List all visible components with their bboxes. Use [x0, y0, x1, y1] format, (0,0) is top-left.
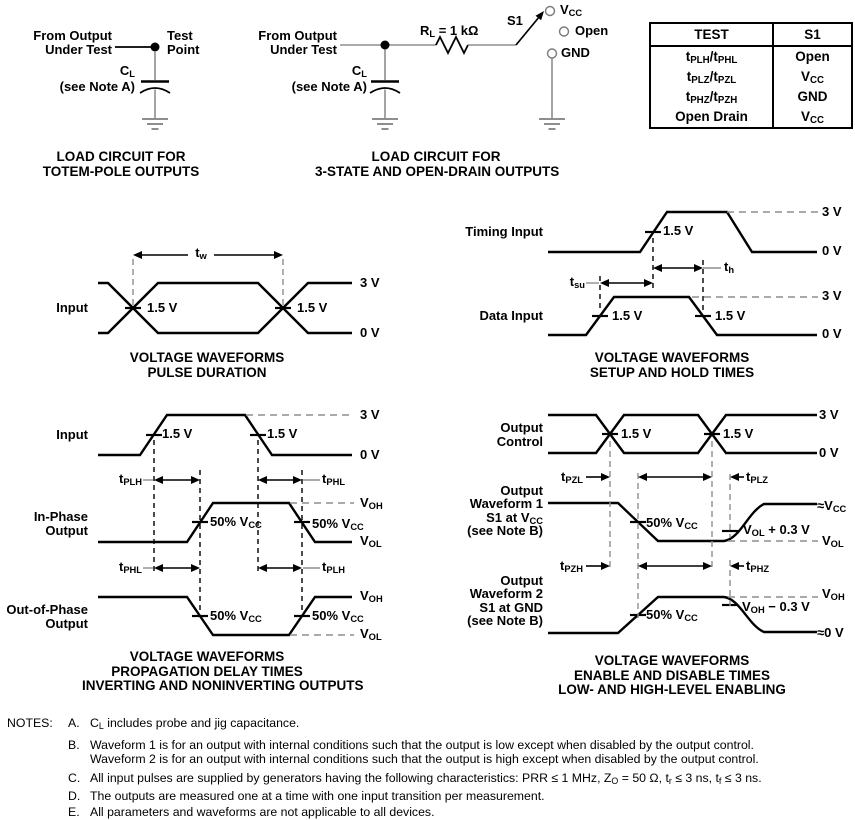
- th-label: $t_h$: [724, 259, 735, 276]
- prop-input-threshold-left: 1.5 V: [162, 426, 193, 441]
- output-control-label: Output Control: [496, 420, 543, 449]
- datasheet-figure-page: From Output Under Test Test Point $C_L$ (see Note A) LOAD CIRCUIT FOR TOTEM-POLE OUTPUTS From Output Under Test $R_L = 1$ kΩ S1 $V_{CC}$ Open GND $C_L$ (see Note A) LOAD CIRCUIT FOR 3-STATE AND OPEN-DRAIN OUTPUTS TEST S1 $t_{PLH}/t_{PHL}$ $t_{PLZ}/t_{PZL}$ $t_{PHZ}/t_{PZH}$ Open Drain Open $V_{CC}$ GND $V_{CC}$ Input $t_w$ 1.5 V 1.5 V 3 V 0 V VOLTAGE WAVEFORMS PULSE DURATION Timing Input Data Input $t_{su}$ $t_h$ 1.5 V 1.5 V 1.5 V 3 V 0 V 3 V 0 V VOLTAGE WAVEFORMS SETUP AND HOLD TIMES Input In-Phase Output Out-of-Phase Output $t_{PLH}$ $t_{PHL}$ $t_{PHL}$ $t_{PLH}$ 1.5 V 1.5 V 50% $V_{CC}$ 50% $V_{CC}$ 50% $V_{CC}$ 50% $V_{CC}$ 3 V 0 V $V_{OH}$ $V_{OL}$ $V_{OH}$ $V_{OL}$ VOLTAGE WAVEFORMS PROPAGATION DELAY TIMES INVERTING AND NONINVERTING OUTPUTS Output Control Output Waveform 1 S1 at $V_{CC}$ (see Note B) Output Waveform 2 S1 at GND (see Note B) $t_{PZL}$ $t_{PLZ}$ $t_{PZH}$ $t_{PHZ}$ 1.5 V 1.5 V 3 V 0 V 50% $V_{CC}$ $V_{OL} + 0.3$ V $\approx V_{CC}$ $V_{OL}$ 50% $V_{CC}$ $V_{OH} - 0.3$ V $V_{OH}$ ≈0 V VOLTAGE WAVEFORMS ENABLE AND DISABLE TIMES LOW- AND HIGH-LEVEL ENABLING NOTES: A. $C_L$ includes probe and jig capacitance. B. Waveform 1 is for an output with internal conditions such that the output is low except when disabled by the output control. Waveform 2 is for an output with internal conditions such that the output is high except when disabled by the output control. C. All input pulses are supplied by generators having the following characteristics: PRR ≤ 1 MHz, $Z_O = 50$ Ω, $t_r \le 3$ ns, $t_f \le 3$ ns. D. The outputs are measured one at a time with one input transition per measurement. E. All parameters and waveforms are not applicable to all devices.: [0, 0, 855, 819]
- resistor-value-label: $R_L = 1$ kΩ: [420, 23, 479, 40]
- pulse-input-label: Input: [56, 300, 88, 315]
- tpzl-label: $t_{PZL}$: [561, 469, 583, 486]
- pulse-threshold-right: 1.5 V: [297, 300, 328, 315]
- prop-level-high: 3 V: [360, 407, 380, 422]
- th-dimension: [653, 264, 721, 272]
- wave1-vol-level-label: $V_{OL}$: [822, 533, 844, 550]
- prop-input-threshold-right: 1.5 V: [267, 426, 298, 441]
- in-phase-output-label: In-Phase Output: [33, 509, 88, 538]
- ground-symbol: [539, 119, 565, 129]
- table-row-s1: $V_{CC}$: [800, 69, 825, 87]
- timing-level-high: 3 V: [822, 204, 842, 219]
- table-header-s1: S1: [804, 27, 821, 42]
- out-phase-threshold-right: 50% $V_{CC}$: [312, 608, 364, 625]
- out-phase-vol-label: $V_{OL}$: [360, 626, 382, 643]
- three-state-cl-label: $C_L$: [351, 63, 367, 80]
- enable-disable-caption: VOLTAGE WAVEFORMS ENABLE AND DISABLE TIMES LOW- AND HIGH-LEVEL ENABLING: [558, 653, 786, 697]
- three-state-caption: LOAD CIRCUIT FOR 3-STATE AND OPEN-DRAIN OUTPUTS: [315, 149, 560, 179]
- switch-pos-gnd-label: GND: [561, 45, 590, 60]
- in-phase-vol-label: $V_{OL}$: [360, 533, 382, 550]
- pulse-level-high: 3 V: [360, 275, 380, 290]
- totem-cl-label: $C_L$: [119, 63, 135, 80]
- tphz-label: $t_{PHZ}$: [746, 558, 770, 575]
- tphl-label: $t_{PHL}$: [118, 559, 142, 576]
- table-row-s1: Open: [795, 49, 830, 64]
- timing-threshold-label: 1.5 V: [663, 223, 694, 238]
- three-state-cl-note: (see Note A): [291, 79, 367, 94]
- tsu-dimension: [586, 279, 653, 287]
- prop-input-label: Input: [56, 427, 88, 442]
- test-point-node: [151, 43, 160, 52]
- wave2-voh-point-label: $V_{OH} - 0.3$ V: [742, 599, 810, 616]
- tplh-tphl-dimension-row1: [143, 476, 320, 484]
- tplz-label: $t_{PLZ}$: [746, 469, 768, 486]
- totem-caption: LOAD CIRCUIT FOR TOTEM-POLE OUTPUTS: [42, 149, 200, 179]
- ground-symbol: [142, 119, 168, 129]
- in-phase-threshold-left: 50% $V_{CC}$: [210, 514, 262, 531]
- wave1-vol-point-label: $V_{OL} + 0.3$ V: [743, 522, 810, 539]
- tplh-label: $t_{PLH}$: [322, 559, 346, 576]
- data-input-waveform: [548, 297, 817, 335]
- tw-label: $t_w$: [195, 245, 207, 262]
- tphl-label: $t_{PHL}$: [322, 471, 346, 488]
- out-of-phase-output-label: Out-of-Phase Output: [6, 602, 88, 631]
- tphl-tplh-dimension-row2: [143, 564, 320, 572]
- control-level-high: 3 V: [819, 407, 839, 422]
- timing-input-label: Timing Input: [465, 224, 543, 239]
- tpzh-label: $t_{PZH}$: [559, 558, 583, 575]
- totem-from-output-label: From Output Under Test: [33, 28, 112, 57]
- table-row-s1: $V_{CC}$: [800, 109, 825, 127]
- pulse-threshold-left: 1.5 V: [147, 300, 178, 315]
- in-phase-threshold-right: 50% $V_{CC}$: [312, 516, 364, 533]
- output-control-waveform: [548, 415, 817, 453]
- output-waveform1-label: Output Waveform 1 S1 at $V_{CC}$ (see Note B): [467, 483, 543, 539]
- control-threshold-left: 1.5 V: [621, 426, 652, 441]
- notes-heading: NOTES:: [7, 716, 53, 730]
- table-row-test: $t_{PLH}/t_{PHL}$: [685, 49, 738, 67]
- tsu-label: $t_{su}$: [569, 274, 585, 291]
- out-phase-voh-label: $V_{OH}$: [360, 588, 383, 605]
- pulse-duration-art: [98, 251, 352, 333]
- switch-pos-vcc-label: $V_{CC}$: [560, 2, 583, 19]
- resistor-symbol: [436, 37, 468, 53]
- table-row-test: $t_{PLZ}/t_{PZL}$: [686, 69, 737, 87]
- pulse-duration-caption: VOLTAGE WAVEFORMS PULSE DURATION: [129, 350, 285, 380]
- in-phase-voh-label: $V_{OH}$: [360, 495, 383, 512]
- pulse-level-low: 0 V: [360, 325, 380, 340]
- control-level-low: 0 V: [819, 445, 839, 460]
- data-input-label: Data Input: [479, 308, 543, 323]
- table-row-test: Open Drain: [675, 109, 748, 124]
- data-level-low: 0 V: [822, 326, 842, 341]
- out-phase-threshold-left: 50% $V_{CC}$: [210, 608, 262, 625]
- data-level-high: 3 V: [822, 288, 842, 303]
- wave2-threshold-label: 50% $V_{CC}$: [646, 607, 698, 624]
- test-point-label: Test Point: [167, 28, 200, 57]
- wave1-threshold-label: 50% $V_{CC}$: [646, 515, 698, 532]
- switch-pos-open-label: Open: [575, 23, 609, 38]
- control-threshold-right: 1.5 V: [723, 426, 754, 441]
- switch-s1-label: S1: [507, 13, 523, 28]
- wave2-voh-level-label: $V_{OH}$: [822, 586, 845, 603]
- prop-level-low: 0 V: [360, 447, 380, 462]
- table-row-s1: GND: [797, 89, 828, 104]
- tplh-label: $t_{PLH}$: [118, 471, 142, 488]
- propagation-delay-caption: VOLTAGE WAVEFORMS PROPAGATION DELAY TIMES INVERTING AND NONINVERTING OUTPUTS: [82, 649, 364, 693]
- output-node: [381, 41, 390, 50]
- ground-symbol: [372, 119, 398, 129]
- wave1-vcc-level-label: $\approx V_{CC}$: [817, 498, 847, 515]
- table-row-test: $t_{PHZ}/t_{PZH}$: [685, 89, 738, 107]
- data-threshold-right: 1.5 V: [715, 308, 746, 323]
- totem-cl-note: (see Note A): [59, 79, 135, 94]
- s1-test-table: [649, 22, 853, 129]
- table-header-test: TEST: [651, 24, 774, 45]
- data-threshold-left: 1.5 V: [612, 308, 643, 323]
- three-state-from-output-label: From Output Under Test: [258, 28, 337, 57]
- timing-level-low: 0 V: [822, 243, 842, 258]
- output-waveform2-label: Output Waveform 2 S1 at GND (see Note B): [467, 573, 543, 629]
- input-waveform: [98, 415, 352, 455]
- wave2-zero-level-label: ≈0 V: [817, 625, 844, 640]
- setup-hold-caption: VOLTAGE WAVEFORMS SETUP AND HOLD TIMES: [589, 350, 755, 380]
